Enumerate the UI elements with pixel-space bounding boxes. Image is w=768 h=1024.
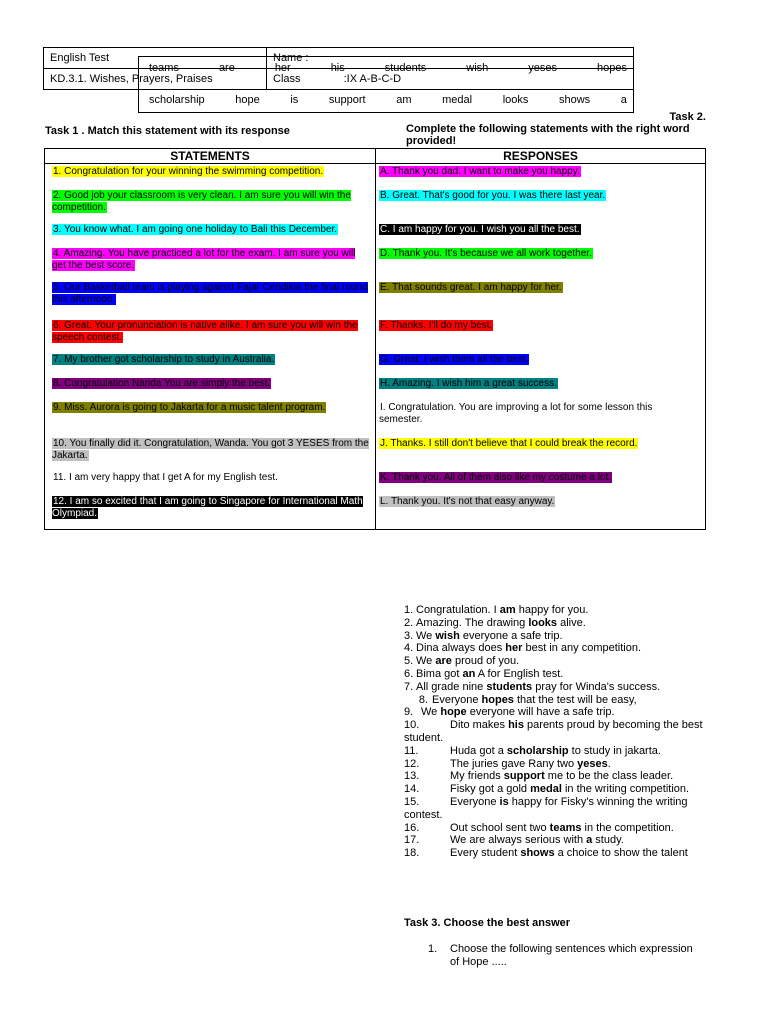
- answer-word: am: [499, 604, 516, 616]
- response-cell: [379, 496, 699, 508]
- response-cell: [379, 190, 699, 202]
- answer-word: students: [486, 680, 533, 693]
- answer-word: hopes: [481, 693, 514, 706]
- word-box-item: her: [274, 62, 291, 74]
- statement-text: 7. My brother got scholarship to study in Australia.: [53, 354, 275, 365]
- answer-after: A for English test.: [475, 667, 564, 680]
- answer-number: 14.: [404, 783, 420, 796]
- answer-number: 16.: [404, 821, 420, 834]
- answer-item: [404, 694, 722, 707]
- response-cell: [379, 354, 699, 366]
- word-box-item: hope: [235, 94, 260, 106]
- statement-cell: [52, 378, 370, 390]
- answer-item: [404, 745, 722, 758]
- name-label: Name :: [267, 48, 634, 69]
- word-box-item: teams: [149, 62, 179, 74]
- answer-after: me to be the class leader.: [544, 770, 674, 783]
- answer-word: scholarship: [506, 744, 569, 757]
- response-cell: [379, 166, 699, 178]
- answer-number: 11.: [404, 744, 419, 757]
- statement-cell: [52, 354, 370, 366]
- word-box-item: students: [384, 62, 427, 74]
- answer-after: pray for Winda's success.: [532, 680, 661, 693]
- word-row-1: [149, 62, 627, 74]
- answer-before: Congratulation. I: [416, 604, 500, 616]
- statement-cell: [52, 224, 370, 236]
- statement-text: 6. Great. Your pronunciation is native alike. I am sure you will win the speech contest.: [52, 320, 358, 343]
- answer-word: her: [505, 642, 523, 655]
- answer-item: [404, 617, 722, 630]
- response-text: L. Thank you. It's not that easy anyway.: [380, 496, 555, 507]
- answer-after: .: [607, 757, 611, 770]
- answer-after: study.: [592, 834, 624, 847]
- answer-item: [404, 783, 722, 796]
- statement-text: 12. I am so excited that I am going to Singapore for International Math Olympiad.: [52, 496, 363, 519]
- answer-word: an: [462, 667, 476, 680]
- answer-after: best in any competition.: [522, 642, 642, 655]
- answer-word: his: [508, 719, 524, 732]
- answer-word: shows: [520, 847, 555, 860]
- answer-before: Amazing. The drawing: [416, 616, 529, 629]
- task2-title: Task 2.: [669, 111, 706, 123]
- word-box-item: a: [620, 94, 627, 106]
- answer-after: happy for Fisky's winning the writing contest.: [404, 795, 688, 821]
- word-box-item: support: [328, 94, 366, 106]
- word-box-item: are: [218, 62, 235, 74]
- statement-text: 4. Amazing. You have practiced a lot for the exam. I am sure you will get the best score.: [52, 248, 356, 271]
- answer-after: that the test will be easy,: [513, 693, 637, 706]
- statement-cell: [52, 248, 370, 272]
- answer-item: [404, 642, 722, 655]
- answer-word: hope: [440, 706, 467, 719]
- response-text: I. Congratulation. You are improving a lot for some lesson this semester.: [379, 402, 653, 425]
- task2-answers: [404, 604, 722, 860]
- answer-item: [404, 822, 722, 835]
- statement-text: 10. You finally did it. Congratulation, Wanda. You got 3 YESES from the Jakarta.: [52, 438, 369, 461]
- response-text: E. That sounds great. I am happy for her.: [380, 282, 562, 293]
- statement-cell: [52, 472, 370, 484]
- answer-number: 13.: [404, 770, 420, 783]
- answer-number: 9.: [404, 706, 414, 719]
- answer-item: [404, 719, 722, 745]
- statement-cell: [52, 320, 370, 344]
- answer-number: 6.: [404, 667, 414, 680]
- answer-item: [404, 758, 722, 771]
- answer-item: [404, 655, 722, 668]
- answer-before: The juries gave Rany two: [450, 757, 578, 770]
- word-box-item: looks: [502, 94, 529, 106]
- answer-before: We are always serious with: [450, 834, 587, 847]
- response-text: A. Thank you dad. I want to make you happy.: [380, 166, 580, 177]
- kd-label: KD.3.1. Wishes, Prayers, Praises: [44, 69, 267, 90]
- answer-after: everyone a safe trip.: [459, 629, 563, 642]
- class-label: Class: [273, 73, 301, 85]
- word-box-item: wish: [466, 62, 489, 74]
- answer-before: Out school sent two: [450, 821, 550, 834]
- word-box-item: hopes: [596, 62, 627, 74]
- answer-word: yeses: [577, 757, 608, 770]
- answer-number: 15.: [404, 795, 420, 808]
- response-text: D. Thank you. It's because we all work together.: [380, 248, 592, 259]
- answer-before: Bima got: [416, 667, 463, 680]
- answer-before: We: [416, 629, 436, 642]
- answer-before: Dito makes: [450, 719, 509, 732]
- answer-before: My friends: [450, 770, 504, 783]
- answer-after: in the writing competition.: [561, 783, 690, 796]
- response-cell: [379, 438, 699, 450]
- word-box-item: scholarship: [149, 94, 205, 106]
- statement-text: 1. Congratulation for your winning the swimming competition.: [53, 166, 324, 177]
- answer-word: a: [586, 834, 593, 847]
- task3-q1-num: 1.: [428, 943, 438, 955]
- answer-before: Huda got a: [450, 744, 507, 757]
- word-box-item: medal: [442, 94, 473, 106]
- answer-after: in the competition.: [581, 821, 674, 834]
- answer-number: 4.: [404, 642, 414, 655]
- statement-text: 9. Miss. Aurora is going to Jakarta for a music talent program.: [53, 402, 326, 413]
- word-box: [138, 56, 634, 113]
- answer-after: parents proud by becoming the best student.: [404, 719, 703, 744]
- answer-number: 3.: [404, 629, 414, 642]
- answer-number: 10.: [404, 719, 420, 732]
- answer-word: support: [503, 770, 545, 783]
- response-text: B. Great. That's good for you. I was there last year.: [380, 190, 606, 201]
- word-box-item: yeses: [528, 62, 558, 74]
- answer-number: 8.: [418, 693, 428, 706]
- answer-item: [404, 604, 722, 617]
- response-text: G. Great. I wish them all the best.: [380, 354, 529, 365]
- response-cell: [379, 402, 699, 426]
- statement-cell: [52, 190, 370, 214]
- responses-header: RESPONSES: [376, 149, 705, 164]
- answer-number: 18.: [404, 847, 420, 860]
- answer-before: We: [421, 706, 441, 719]
- statement-text: 8. Congratulation Nanda You are simply the best.: [53, 378, 271, 389]
- answer-before: Everyone: [450, 795, 500, 808]
- word-box-item: am: [396, 94, 412, 106]
- answer-word: are: [435, 655, 452, 668]
- statement-text: 2. Good job your classroom is very clean. I am sure you will win the competition.: [52, 190, 351, 213]
- statement-cell: [52, 496, 370, 520]
- answer-number: 7.: [404, 680, 414, 693]
- answer-after: everyone will have a safe trip.: [466, 706, 615, 719]
- statements-header: STATEMENTS: [45, 149, 375, 164]
- answer-word: is: [499, 795, 509, 808]
- response-text: C. I am happy for you. I wish you all the best.: [380, 224, 580, 235]
- class-value: :IX A-B-C-D: [343, 73, 402, 85]
- answer-after: a choice to show the talent: [554, 847, 688, 860]
- response-text: J. Thanks. I still don't believe that I could break the record.: [380, 438, 638, 449]
- response-cell: [379, 472, 699, 484]
- answer-item: [404, 681, 722, 694]
- answer-after: alive.: [557, 616, 586, 629]
- response-cell: [379, 282, 699, 294]
- statement-text: 5. Our Basketball team is playing against Fajar Cendikia the final round this afternoon.: [52, 282, 368, 305]
- task3-title: Task 3. Choose the best answer: [404, 917, 571, 929]
- statement-cell: [52, 282, 370, 306]
- answer-before: We: [416, 655, 436, 668]
- word-box-item: his: [330, 62, 345, 74]
- test-label: English Test: [44, 48, 267, 69]
- answer-number: 5.: [404, 655, 414, 668]
- answer-item: [404, 668, 722, 681]
- response-cell: [379, 378, 699, 390]
- answer-number: 2.: [404, 616, 414, 629]
- statement-text: 11. I am very happy that I get A for my English test.: [53, 472, 278, 483]
- answer-item: [404, 770, 722, 783]
- response-text: H. Amazing. I wish him a great success.: [380, 378, 557, 389]
- answer-item: [404, 847, 722, 860]
- answer-word: wish: [435, 629, 460, 642]
- answer-item: [404, 796, 722, 822]
- response-cell: [379, 224, 699, 236]
- response-cell: [379, 248, 699, 260]
- statement-cell: [52, 402, 370, 414]
- matching-table: [44, 148, 706, 530]
- answer-after: to study in jakarta.: [568, 744, 661, 757]
- answer-after: proud of you.: [451, 655, 520, 668]
- table-divider: [375, 149, 376, 529]
- word-box-item: is: [290, 94, 299, 106]
- answer-word: teams: [549, 821, 582, 834]
- answer-item: [404, 630, 722, 643]
- task2-instruction: Complete the following statements with the right word provided!: [406, 123, 690, 147]
- answer-item: [404, 706, 722, 719]
- answer-before: Every student: [450, 847, 521, 860]
- answer-before: Fisky got a gold: [450, 783, 531, 796]
- statement-cell: [52, 438, 370, 462]
- task3-q1-text: Choose the following sentences which expression of Hope .....: [450, 943, 693, 968]
- answer-before: Dina always does: [416, 642, 506, 655]
- answer-item: [404, 834, 722, 847]
- answer-after: happy for you.: [515, 604, 589, 616]
- response-text: K. Thank you. All of them also like my costume a lot.: [380, 472, 612, 483]
- word-box-item: shows: [558, 94, 591, 106]
- response-cell: [379, 320, 699, 332]
- answer-word: looks: [528, 616, 558, 629]
- answer-before: Everyone: [432, 693, 482, 706]
- statement-text: 3. You know what. I am going one holiday to Bali this December.: [53, 224, 338, 235]
- task1-title: Task 1 . Match this statement with its response: [45, 125, 290, 137]
- answer-word: medal: [530, 783, 562, 796]
- answer-before: All grade nine: [416, 680, 487, 693]
- statement-cell: [52, 166, 370, 178]
- answer-number: 12.: [404, 757, 420, 770]
- response-text: F. Thanks. I'll do my best.: [380, 320, 493, 331]
- word-row-2: [149, 94, 627, 106]
- answer-number: 17.: [404, 834, 420, 847]
- answer-number: 1.: [404, 604, 414, 616]
